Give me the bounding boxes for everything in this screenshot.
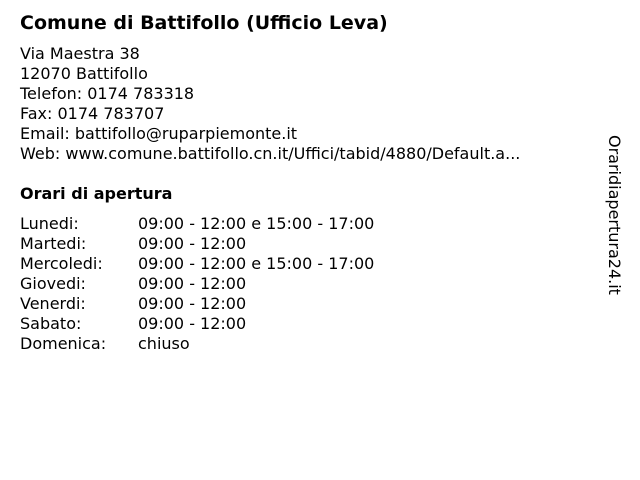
address-block (20, 44, 520, 164)
time-value: 09:00 - 12:00 e 15:00 - 17:00 (138, 214, 375, 233)
day-label: Venerdi: (20, 294, 86, 313)
time-value: 09:00 - 12:00 (138, 294, 247, 313)
time-value: 09:00 - 12:00 (138, 274, 247, 293)
city-address: 12070 Battifollo (20, 64, 148, 83)
email-address: Email: battifollo@ruparpiemonte.it (20, 124, 298, 143)
day-label: Martedi: (20, 234, 87, 253)
page-title: Comune di Battifollo (Ufficio Leva) (20, 12, 388, 34)
time-value: 09:00 - 12:00 (138, 314, 247, 333)
day-label: Sabato: (20, 314, 82, 333)
time-value: chiuso (138, 334, 190, 353)
day-label: Giovedi: (20, 274, 86, 293)
website-link[interactable]: Web: www.comune.battifollo.cn.it/Uffici/tabid/4880/Default.a... (20, 144, 521, 163)
time-value: 09:00 - 12:00 (138, 234, 247, 253)
phone-number: Telefon: 0174 783318 (20, 84, 195, 103)
time-value: 09:00 - 12:00 e 15:00 - 17:00 (138, 254, 375, 273)
street-address: Via Maestra 38 (20, 44, 140, 63)
day-label: Lunedi: (20, 214, 79, 233)
day-label: Domenica: (20, 334, 107, 353)
hours-heading: Orari di apertura (20, 184, 173, 203)
brand-watermark: Oraridiapertura24.it (605, 135, 624, 295)
day-label: Mercoledi: (20, 254, 103, 273)
fax-number: Fax: 0174 783707 (20, 104, 165, 123)
